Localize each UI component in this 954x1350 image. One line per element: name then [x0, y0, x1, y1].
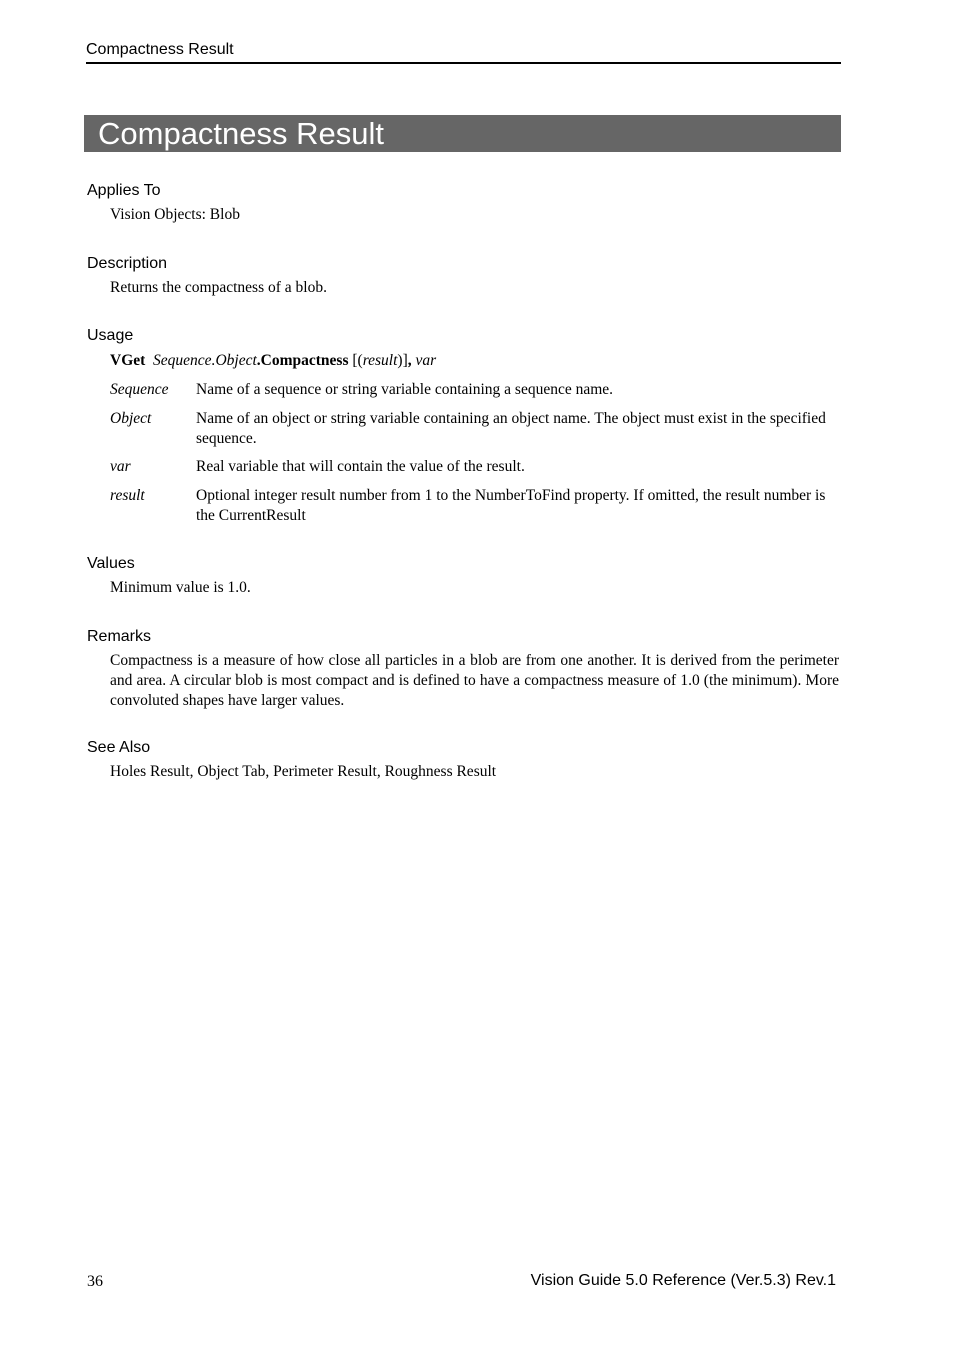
remarks-heading: Remarks — [87, 628, 152, 645]
see-also-text: Holes Result, Object Tab, Perimeter Result, Roughness Result — [110, 763, 497, 780]
param-description: Name of an object or string variable containing an object name. The object must exist in the specified sequence. — [196, 410, 826, 447]
syntax-var-arg: var — [415, 352, 437, 369]
footer-doc-title: Vision Guide 5.0 Reference (Ver.5.3) Rev.1 — [530, 1272, 836, 1289]
remarks-text: Compactness is a measure of how close all particles in a blob are from one another. It is derived from the perimeter and area. A circular blob is most compact and is defined to have a compactness measure of 1.0 (the minimum). More convoluted shapes have larger values. — [110, 652, 839, 709]
usage-syntax — [110, 351, 436, 371]
usage-heading: Usage — [87, 327, 134, 344]
param-description: Real variable that will contain the value of the result. — [196, 458, 525, 475]
running-header: Compactness Result — [86, 40, 841, 64]
description-text: Returns the compactness of a blob. — [110, 279, 327, 296]
param-name: result — [110, 487, 145, 504]
syntax-result-arg: result — [362, 352, 398, 369]
syntax-close-bracket: )] — [397, 352, 408, 369]
param-description: Optional integer result number from 1 to the NumberToFind property. If omitted, the result number is the CurrentResult — [196, 487, 826, 524]
syntax-comma: , — [407, 352, 416, 369]
applies-to-text: Vision Objects: Blob — [110, 206, 240, 223]
syntax-property: .Compactness — [256, 352, 349, 369]
syntax-open-bracket: [( — [348, 352, 363, 369]
param-name: Object — [110, 410, 152, 427]
see-also-heading: See Also — [87, 739, 151, 756]
param-name: var — [110, 458, 131, 475]
param-description: Name of a sequence or string variable containing a sequence name. — [196, 381, 614, 398]
page-title: Compactness Result — [84, 115, 841, 152]
syntax-sequence-object: Sequence.Object — [153, 352, 257, 369]
param-name: Sequence — [110, 381, 169, 398]
footer-page-number: 36 — [87, 1273, 103, 1290]
values-text: Minimum value is 1.0. — [110, 579, 251, 596]
description-heading: Description — [87, 255, 168, 272]
values-heading: Values — [87, 555, 135, 572]
applies-to-heading: Applies To — [87, 182, 161, 199]
syntax-keyword: VGet — [110, 352, 146, 369]
